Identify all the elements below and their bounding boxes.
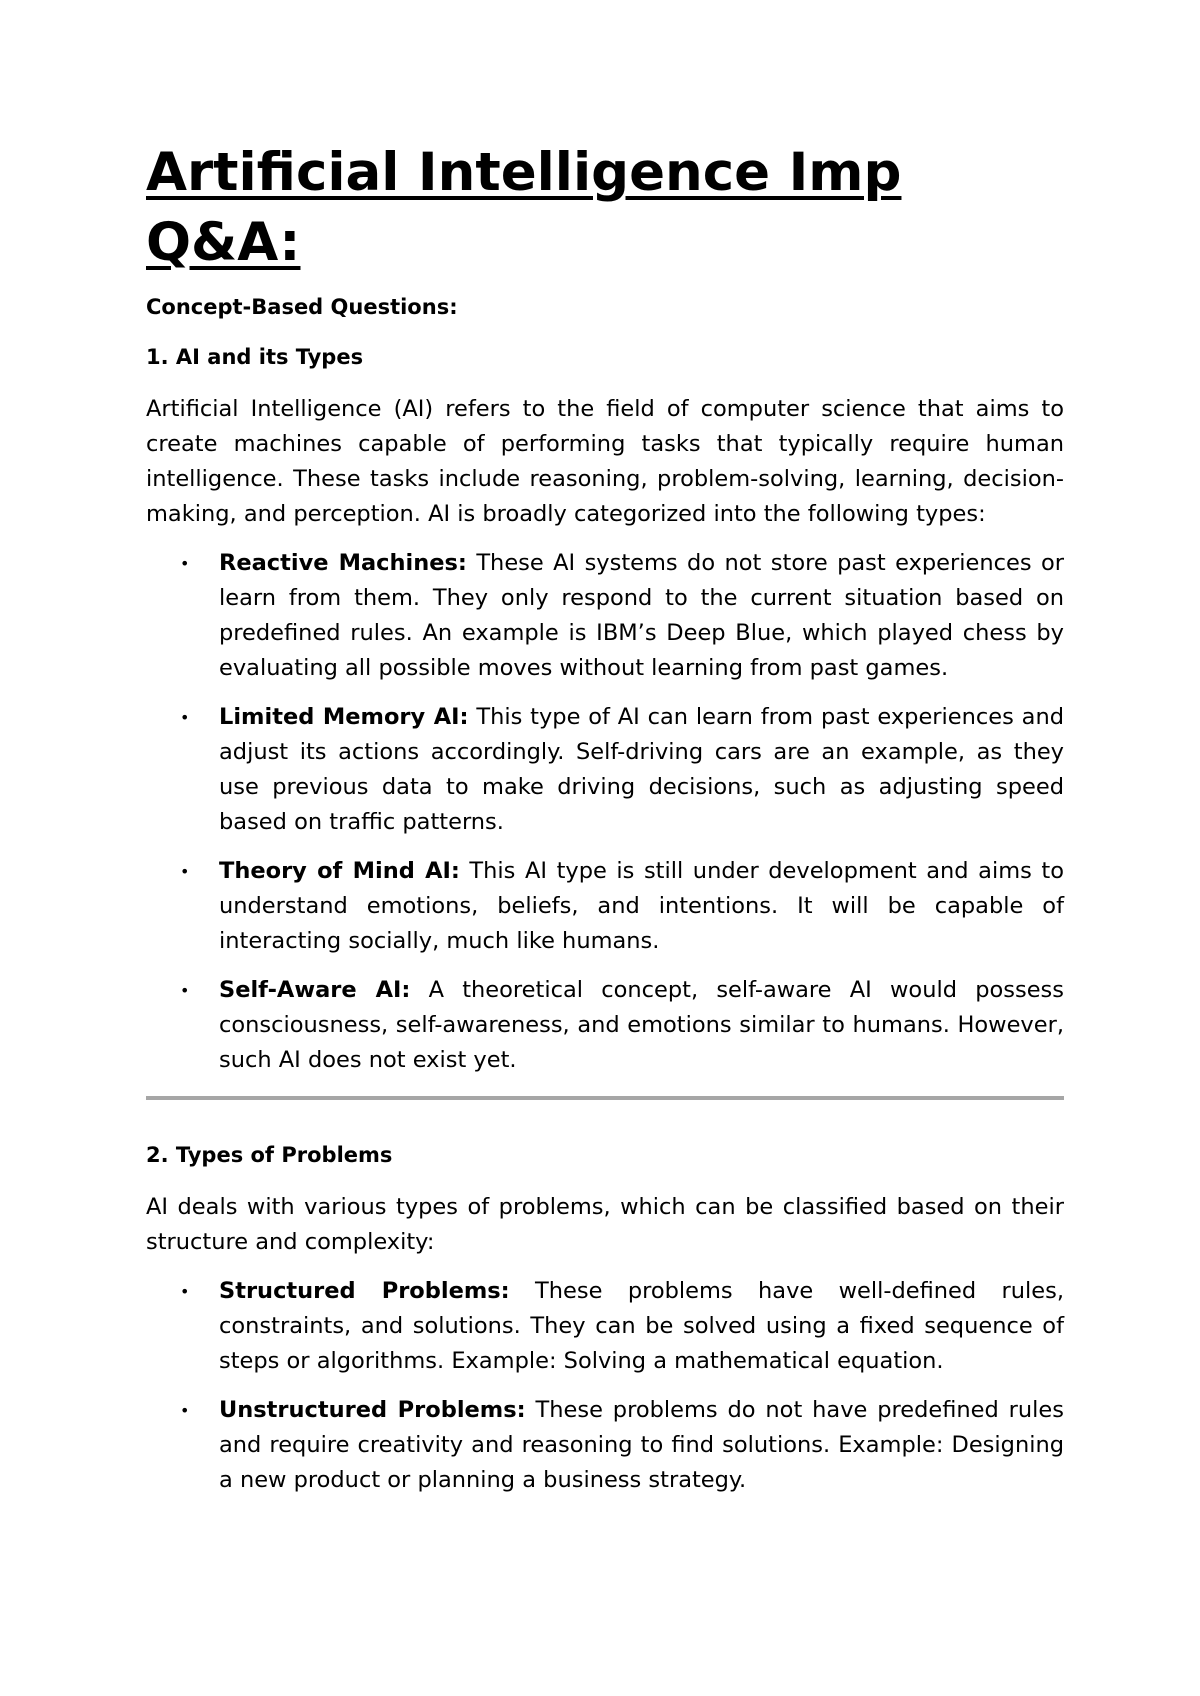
list-item — [146, 1393, 1064, 1498]
item-text: These AI systems do not store past experiences or learn from them. They only respond to the current situation based on predefined rules. An example is IBM’s Deep Blue, which played chess by evaluating all possible moves without learning from past games. — [219, 550, 1064, 681]
section-label: Concept-Based Questions: — [146, 295, 458, 319]
item-text: A theoretical concept, self-aware AI would possess consciousness, self-awareness, and emotions similar to humans. However, such AI does not exist yet. — [219, 977, 1065, 1073]
bullet-icon: • — [180, 1401, 190, 1420]
bullet-icon: • — [180, 708, 190, 727]
list-item — [146, 546, 1064, 686]
item-term: Self-Aware AI: — [219, 977, 411, 1003]
item-term: Limited Memory AI: — [219, 704, 469, 730]
section-intro: Artificial Intelligence (AI) refers to the field of computer science that aims to create machines capable of performing tasks that typically require human intelligence. These tasks include reasoning, problem-solving, learning, decision-making, and perception. AI is broadly categorized into the following types: — [146, 396, 1064, 527]
item-text: These problems have well-defined rules, constraints, and solutions. They can be solved using a fixed sequence of steps or algorithms. Example: Solving a mathematical equation. — [219, 1278, 1064, 1374]
section-heading: 2. Types of Problems — [146, 1143, 393, 1167]
list-item — [146, 700, 1064, 840]
document-page — [146, 138, 1064, 1512]
section-ai-types — [146, 342, 1064, 1078]
list-item — [146, 854, 1064, 959]
item-term: Structured Problems: — [219, 1278, 510, 1304]
item-text: This type of AI can learn from past experiences and adjust its actions accordingly. Self-driving cars are an example, as they use previous data to make driving decisions, such as adjusting speed based on traffic patterns. — [219, 704, 1064, 835]
section-intro: AI deals with various types of problems, which can be classified based on their structure and complexity: — [146, 1194, 1064, 1255]
bullet-list — [146, 546, 1064, 1078]
bullet-icon: • — [180, 1282, 190, 1301]
bullet-list — [146, 1274, 1064, 1498]
item-text: This AI type is still under development and aims to understand emotions, beliefs, and intentions. It will be capable of interacting socially, much like humans. — [219, 858, 1064, 954]
bullet-icon: • — [180, 862, 190, 881]
bullet-icon: • — [180, 981, 190, 1000]
item-text: These problems do not have predefined rules and require creativity and reasoning to find solutions. Example: Designing a new product or planning a business strategy. — [219, 1397, 1064, 1493]
section-problem-types — [146, 1140, 1064, 1498]
list-item — [146, 973, 1064, 1078]
item-term: Unstructured Problems: — [219, 1397, 526, 1423]
item-term: Theory of Mind AI: — [219, 858, 460, 884]
section-heading: 1. AI and its Types — [146, 345, 364, 369]
section-divider — [146, 1096, 1064, 1100]
item-term: Reactive Machines: — [219, 550, 467, 576]
list-item — [146, 1274, 1064, 1379]
page-title: Artificial Intelligence Imp Q&A: — [146, 142, 902, 273]
bullet-icon: • — [180, 554, 190, 573]
